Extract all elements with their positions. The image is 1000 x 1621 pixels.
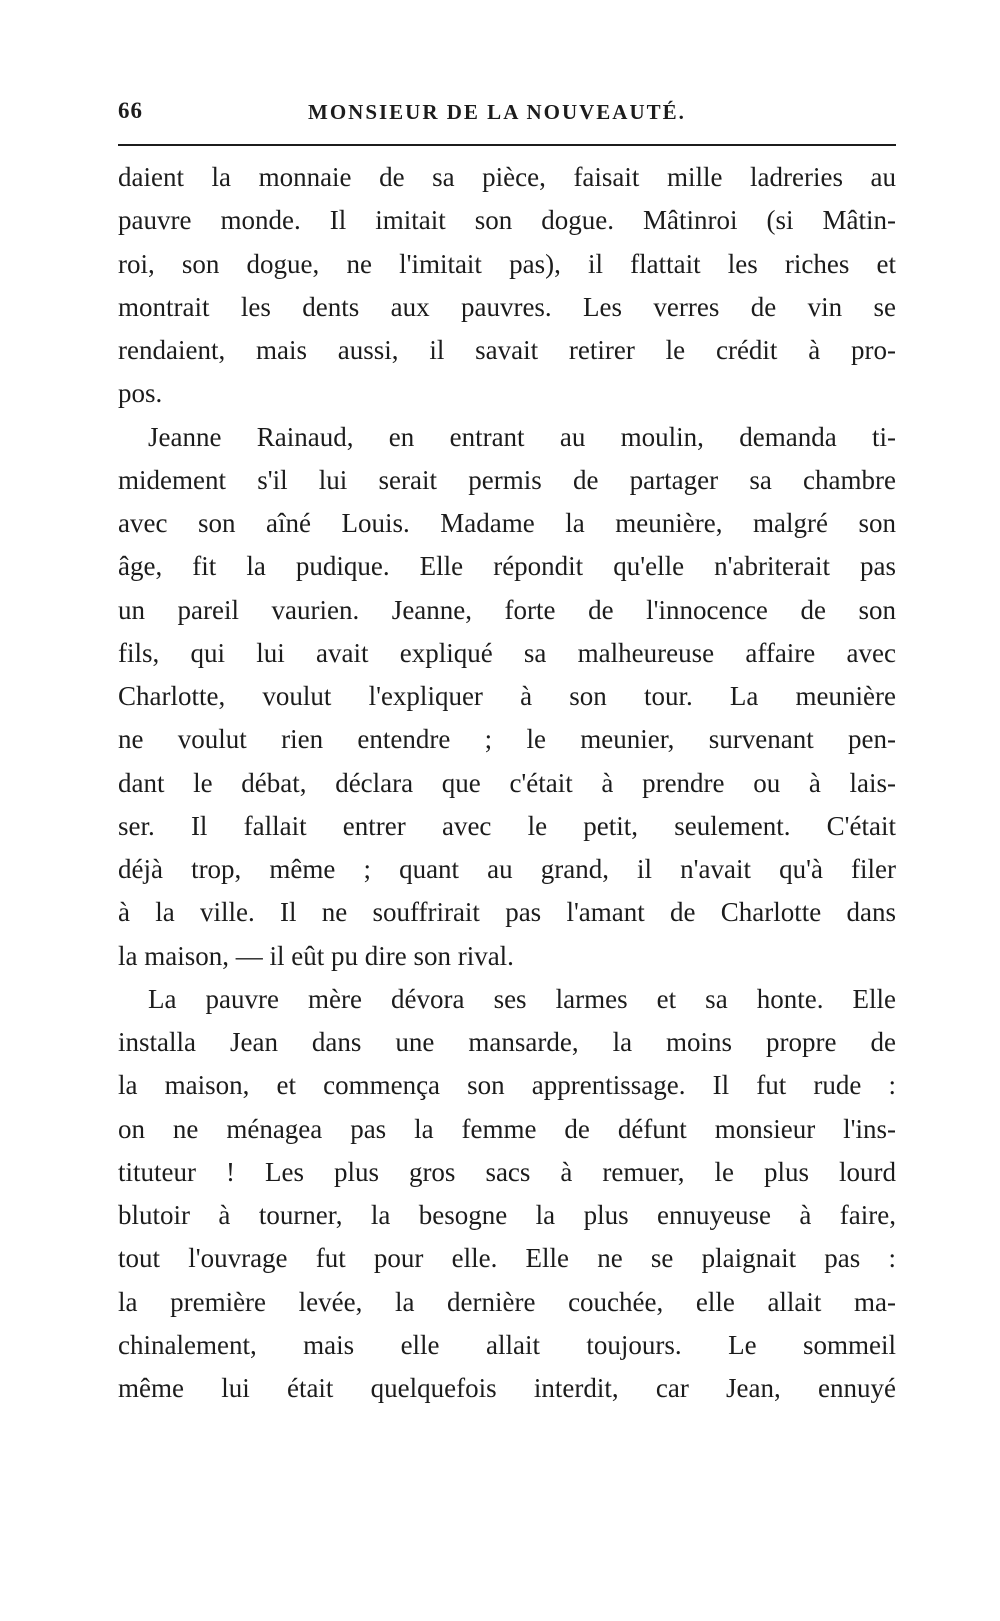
text-line: rendaient, mais aussi, il savait retirer le crédit à pro- — [118, 335, 896, 365]
text-line: daient la monnaie de sa pièce, faisait mille ladreries au — [118, 162, 896, 192]
text-line: La pauvre mère dévora ses larmes et sa honte. Elle — [148, 983, 896, 1014]
text-line: fils, qui lui avait expliqué sa malheureuse affaire avec — [118, 637, 896, 668]
running-title: MONSIEUR DE LA NOUVEAUTÉ. — [308, 100, 686, 124]
text-line: installa Jean dans une mansarde, la moins propre de — [118, 1027, 896, 1057]
text-line: chinalement, mais elle allait toujours. Le sommeil — [118, 1329, 896, 1360]
page-header — [118, 98, 896, 134]
text-line: Jeanne Rainaud, en entrant au moulin, demanda ti- — [148, 421, 896, 452]
page-number: 66 — [118, 98, 143, 123]
text-line: tout l'ouvrage fut pour elle. Elle ne se plaignait pas : — [118, 1243, 896, 1274]
text-line: on ne ménagea pas la femme de défunt monsieur l'ins- — [118, 1113, 896, 1144]
text-line: la première levée, la dernière couchée, elle allait ma- — [118, 1286, 896, 1317]
text-line: blutoir à tourner, la besogne la plus ennuyeuse à faire, — [118, 1200, 896, 1230]
header-rule — [118, 144, 896, 146]
text-line: pos. — [118, 378, 163, 409]
body-text — [118, 156, 896, 1410]
text-line: avec son aîné Louis. Madame la meunière, malgré son — [118, 508, 896, 538]
text-line: même lui était quelquefois interdit, car Jean, ennuyé — [118, 1373, 896, 1403]
text-line: la maison, — il eût pu dire son rival. — [118, 940, 514, 971]
text-line: Charlotte, voulut l'expliquer à son tour. La meunière — [118, 681, 896, 711]
text-line: déjà trop, même ; quant au grand, il n'avait qu'à filer — [118, 854, 896, 884]
text-line: roi, son dogue, ne l'imitait pas), il flattait les riches et — [118, 248, 896, 279]
text-line: tituteur ! Les plus gros sacs à remuer, le plus lourd — [118, 1156, 896, 1187]
text-line: un pareil vaurien. Jeanne, forte de l'innocence de son — [118, 594, 896, 625]
text-line: ser. Il fallait entrer avec le petit, seulement. C'était — [118, 810, 896, 841]
text-line: dant le débat, déclara que c'était à prendre ou à lais- — [118, 767, 896, 798]
text-line: montrait les dents aux pauvres. Les verres de vin se — [118, 291, 896, 322]
text-line: ne voulut rien entendre ; le meunier, survenant pen- — [118, 724, 896, 755]
text-line: âge, fit la pudique. Elle répondit qu'elle n'abriterait pas — [118, 551, 896, 582]
text-line: pauvre monde. Il imitait son dogue. Mâtinroi (si Mâtin- — [118, 205, 896, 236]
text-line: midement s'il lui serait permis de partager sa chambre — [118, 464, 896, 495]
text-line: à la ville. Il ne souffrirait pas l'amant de Charlotte dans — [118, 897, 896, 928]
text-line: la maison, et commença son apprentissage. Il fut rude : — [118, 1070, 896, 1101]
